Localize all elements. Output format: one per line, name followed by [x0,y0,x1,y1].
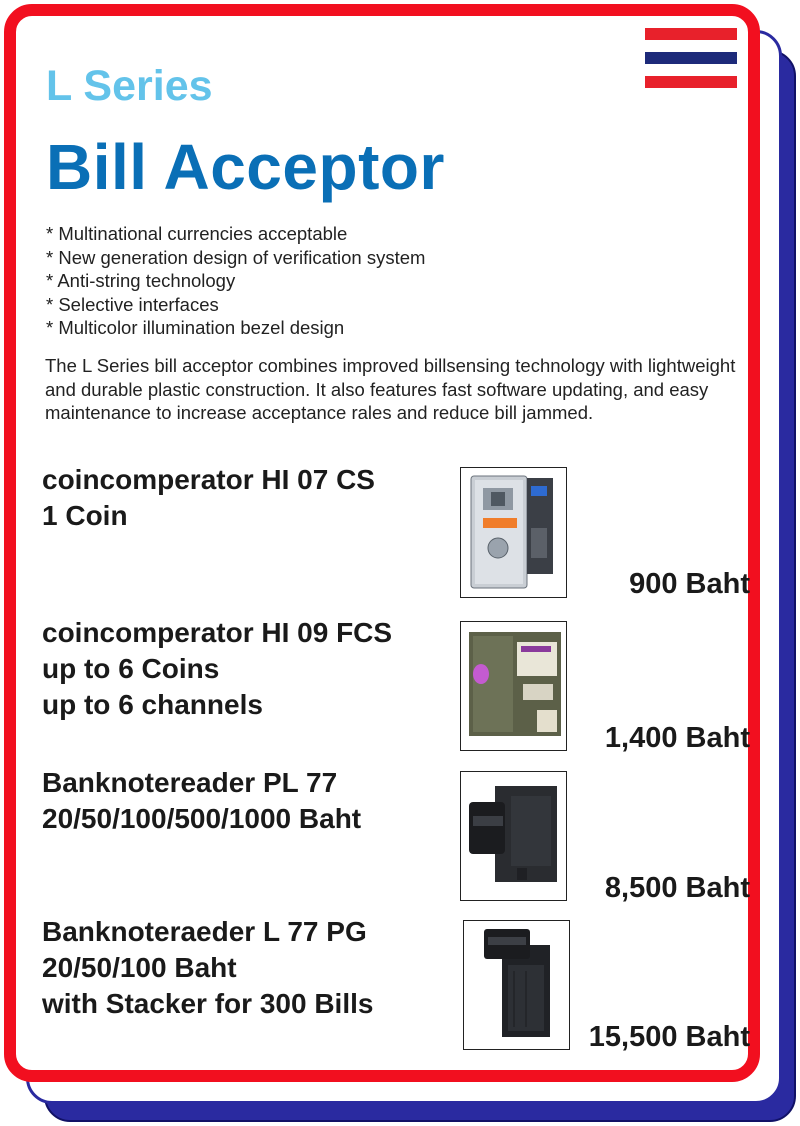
product-line: up to 6 Coins [42,653,220,684]
feature-item: * Multinational currencies acceptable [46,223,348,244]
feature-item: * Selective interfaces [46,293,219,315]
coin-comparator-hi09-image [460,621,567,751]
product-description: The L Series bill acceptor combines improved billsensing technology with lightweight and durable plastic construction. It also features fast software updating, and easy maintenance to increase acceptance rales and reduce bill jammed. [45,355,736,423]
product-line: 1 Coin [42,500,128,531]
product-line: coincomperator HI 09 FCS [42,617,393,648]
feature-item: * Multicolor illumination bezel design [46,317,345,338]
product-price: 15,500 Baht [588,1021,750,1053]
product-line: coincomperator HI 07 CS [42,464,375,495]
product-line: 20/50/100/500/1000 Baht [42,803,362,834]
product-line: Banknotereader PL 77 [42,767,338,798]
product-price: 1,400 Baht [604,722,750,754]
thai-flag-icon [645,28,737,88]
product-line: 20/50/100 Baht [42,952,237,983]
banknote-reader-pl77-image [460,771,567,901]
feature-list [46,222,425,340]
product-name-hi09 [42,615,392,723]
coin-comparator-hi07-image [460,467,567,598]
feature-item: * Anti-string technology [46,270,236,291]
page-title: Bill Acceptor [46,131,445,203]
product-name-l77pg [42,914,373,1022]
product-line: Banknoteraeder L 77 PG [42,916,367,947]
product-name-hi07 [42,462,375,534]
feature-item: * New generation design of verification system [46,246,426,268]
banknote-reader-l77pg-image [463,920,570,1050]
product-line: with Stacker for 300 Bills [42,988,374,1019]
product-price: 900 Baht [629,568,750,600]
product-price: 8,500 Baht [604,872,750,904]
product-line: up to 6 channels [42,689,263,720]
series-label: L Series [46,62,213,110]
product-name-pl77 [42,765,361,837]
